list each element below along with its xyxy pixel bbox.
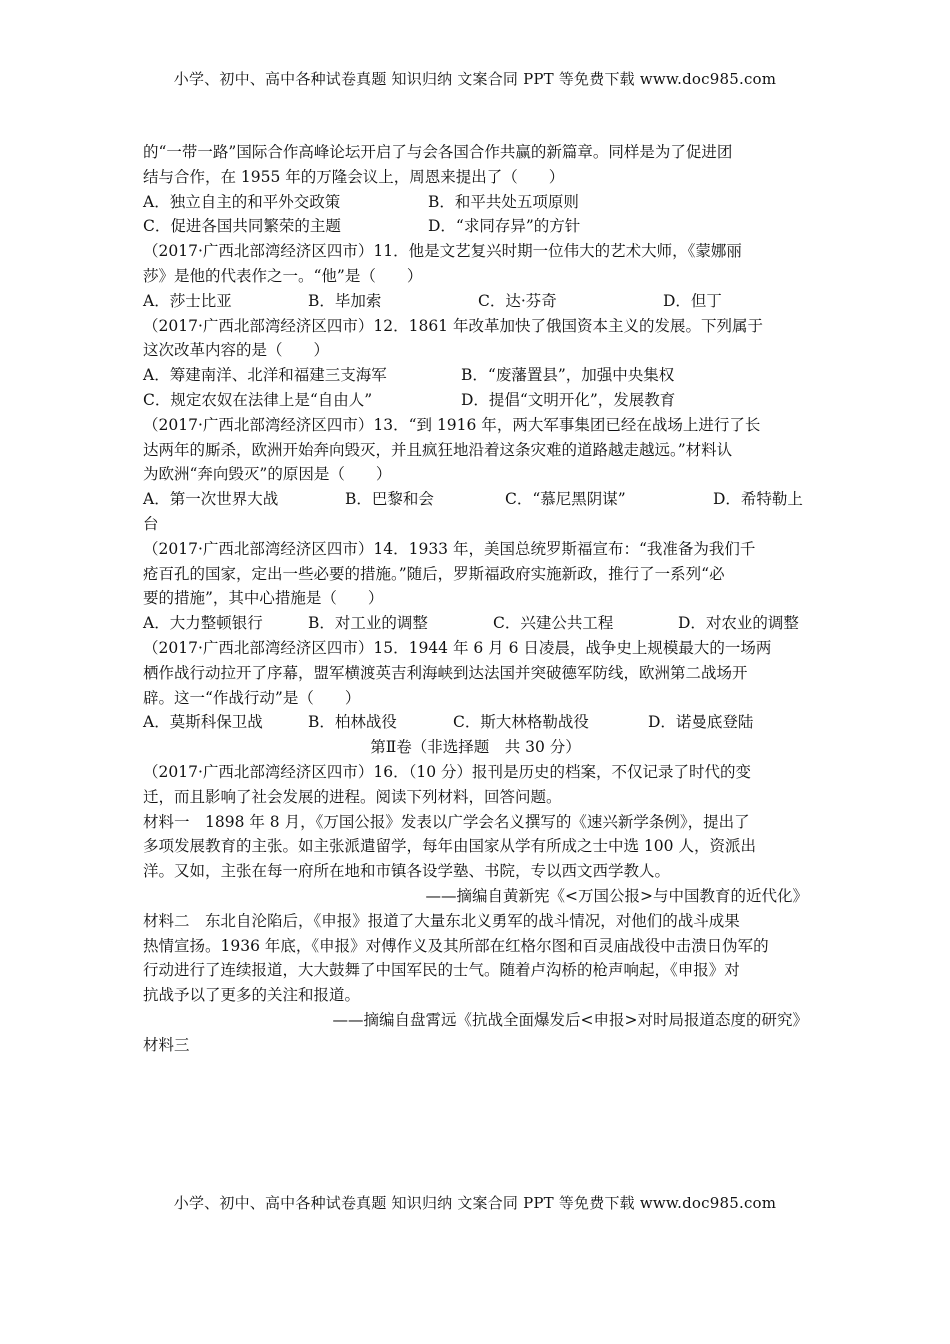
q12-option-b: B．“废藩置县”，加强中央集权 (461, 366, 675, 385)
q13-stem-line-1: （2017·广西北部湾经济区四市）13．“到 1916 年，两大军事集团已经在战场上进行了长 (143, 415, 761, 434)
q15-options-row (143, 710, 808, 735)
material-1-line-3: 洋。又如，主张在每一府所在地和市镇各设学塾、书院，专以西文西学教人。 (143, 862, 671, 881)
q10-options-row-2 (143, 214, 808, 239)
q11-option-a: A．莎士比亚 (143, 291, 232, 310)
q14-option-a: A．大力整顿银行 (143, 614, 263, 633)
q15-stem-line-3: 辟。这一“作战行动”是（ ） (143, 688, 361, 707)
q11-stem-line-2: 莎》是他的代表作之一。“他”是（ ） (143, 266, 423, 285)
q12-stem-line-2: 这次改革内容的是（ ） (143, 341, 330, 360)
q14-stem-line-3: 要的措施”，其中心措施是（ ） (143, 589, 384, 608)
material-2-line-1: 材料二 东北自沦陷后，《申报》报道了大量东北义勇军的战斗情况，对他们的战斗成果 (143, 911, 740, 930)
page-header: 小学、初中、高中各种试卷真题 知识归纳 文案合同 PPT 等免费下载 www.doc985.com (173, 70, 777, 88)
q11-option-b: B．毕加索 (308, 291, 382, 310)
q14-option-c: C．兴建公共工程 (493, 614, 614, 633)
material-3-label: 材料三 (143, 1035, 190, 1054)
q15-option-a: A．莫斯科保卫战 (143, 713, 263, 732)
material-2-source: ——摘编自盘霄远《抗战全面爆发后<申报>对时局报道态度的研究》 (332, 1010, 808, 1029)
q15-stem-line-1: （2017·广西北部湾经济区四市）15．1944 年 6 月 6 日凌晨，战争史上规模最大的一场两 (143, 638, 772, 657)
q14-options-row (143, 611, 808, 636)
q11-option-c: C．达·芬奇 (478, 291, 557, 310)
q16-stem-line-2: 迁，而且影响了社会发展的进程。阅读下列材料，回答问题。 (143, 787, 562, 806)
q15-option-c: C．斯大林格勒战役 (453, 713, 589, 732)
q13-stem-line-3: 为欧洲“奔向毁灭”的原因是（ ） (143, 465, 392, 484)
q13-option-c: C．“慕尼黑阴谋” (505, 490, 626, 509)
q13-stem-line-2: 达两年的厮杀，欧洲开始奔向毁灭，并且疯狂地沿着这条灾难的道路越走越远。”材料认 (143, 440, 733, 459)
page-footer: 小学、初中、高中各种试卷真题 知识归纳 文案合同 PPT 等免费下载 www.doc985.com (173, 1194, 777, 1212)
q14-option-d: D．对农业的调整 (678, 614, 799, 633)
material-2-line-4: 抗战予以了更多的关注和报道。 (143, 986, 361, 1005)
q10-stem-line-1: 的“一带一路”国际合作高峰论坛开启了与会各国合作共赢的新篇章。同样是为了促进团 (143, 143, 733, 161)
q10-options-row-1 (143, 190, 808, 215)
q15-stem-line-2: 栖作战行动拉开了序幕，盟军横渡英吉利海峡到达法国并突破德军防线，欧洲第二战场开 (143, 663, 748, 682)
q10-option-a: A．独立自主的和平外交政策 (143, 192, 341, 211)
q13-option-d: D．希特勒上 (713, 490, 803, 509)
material-2-line-3: 行动进行了连续报道，大大鼓舞了中国军民的士气。随着卢沟桥的枪声响起，《申报》对 (143, 961, 740, 980)
q13-option-b: B．巴黎和会 (345, 490, 434, 509)
q16-stem-line-1: （2017·广西北部湾经济区四市）16．（10 分）报刊是历史的档案，不仅记录了时代的变 (143, 762, 751, 781)
q12-options-row-1 (143, 363, 808, 388)
q14-option-b: B．对工业的调整 (308, 614, 428, 633)
q15-option-b: B．柏林战役 (308, 713, 397, 732)
material-1-line-2: 多项发展教育的主张。如主张派遣留学，每年由国家从学有所成之士中选 100 人，资派出 (143, 837, 756, 856)
q12-option-c: C．规定农奴在法律上是“自由人” (143, 390, 373, 409)
q10-option-b: B．和平共处五项原则 (428, 192, 579, 211)
q13-option-d-continued: 台 (143, 514, 159, 533)
q12-options-row-2 (143, 388, 808, 413)
exam-content (143, 140, 808, 1057)
q11-stem-line-1: （2017·广西北部湾经济区四市）11．他是文艺复兴时期一位伟大的艺术大师，《蒙娜丽 (143, 242, 742, 261)
q11-options-row (143, 289, 808, 314)
q14-stem-line-1: （2017·广西北部湾经济区四市）14．1933 年，美国总统罗斯福宣布：“我准备为我们千 (143, 539, 756, 558)
material-2-line-2: 热情宣扬。1936 年底，《申报》对傅作义及其所部在红格尔图和百灵庙战役中击溃日伪军的 (143, 936, 769, 955)
material-1-source: ——摘编自黄新宪《<万国公报>与中国教育的近代化》 (425, 886, 808, 905)
q12-option-a: A．筹建南洋、北洋和福建三支海军 (143, 366, 387, 385)
q13-option-a: A．第一次世界大战 (143, 490, 279, 509)
q14-stem-line-2: 疮百孔的国家，定出一些必要的措施。”随后，罗斯福政府实施新政，推行了一系列“必 (143, 564, 725, 583)
q10-option-c: C．促进各国共同繁荣的主题 (143, 217, 341, 236)
q10-stem-line-2: 结与合作，在 1955 年的万隆会议上，周恩来提出了（ ） (143, 167, 565, 186)
section-title: 第Ⅱ卷（非选择题 共 30 分） (370, 738, 581, 757)
q10-option-d: D．“求同存异”的方针 (428, 217, 581, 236)
q13-options-row (143, 487, 808, 512)
q11-option-d: D．但丁 (663, 291, 722, 310)
q12-stem-line-1: （2017·广西北部湾经济区四市）12．1861 年改革加快了俄国资本主义的发展。下列属于 (143, 316, 763, 335)
q12-option-d: D．提倡“文明开化”，发展教育 (461, 390, 676, 409)
q15-option-d: D．诺曼底登陆 (648, 713, 754, 732)
material-1-line-1: 材料一 1898 年 8 月，《万国公报》发表以广学会名义撰写的《速兴新学条例》，提出了 (143, 812, 750, 831)
